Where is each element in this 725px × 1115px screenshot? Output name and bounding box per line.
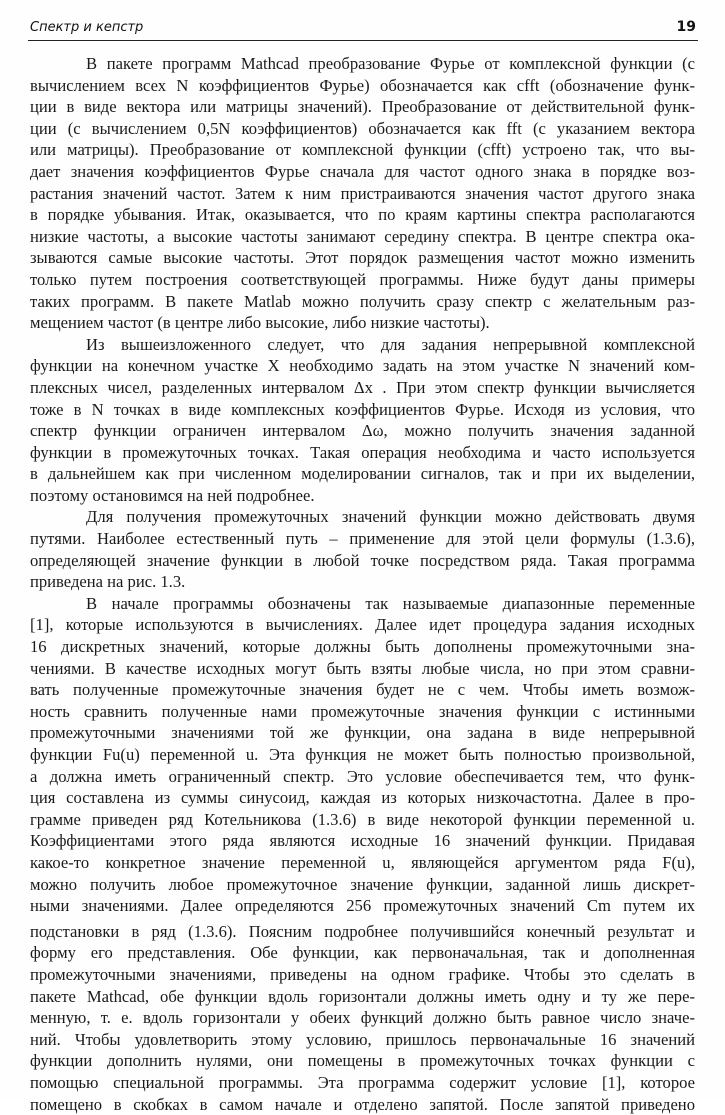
text-line: в порядке убывания. Итак, оказывается, что по краям картины спектра располагаются — [30, 204, 695, 226]
text-line: Коэффициентами этого ряда являются исходные 16 значений функции. Придавая — [30, 830, 695, 852]
paragraph-3 — [30, 506, 695, 592]
text-line: ность сравнить полученные нами промежуточные значения функции с истинными — [30, 701, 695, 723]
text-line: определяющей значение функции в любой точке посредством ряда. Такая программа — [30, 550, 695, 572]
text-line: растания значений частот. Затем к ним пристраиваются значения частот другого знака — [30, 183, 695, 205]
text-line: Из вышеизложенного следует, что для задания непрерывной комплексной — [30, 334, 695, 356]
text-line: чениями. В качестве исходных могут быть взяты любые числа, но при этом сравни- — [30, 658, 695, 680]
text-line: можно получить любое промежуточное значение функции, заданной лишь дискрет- — [30, 874, 695, 896]
text-line: В пакете программ Mathcad преобразование Фурье от комплексной функции (с — [30, 53, 695, 75]
text-line: помещено в скобках в самом начале и отделено запятой. После запятой приведено — [30, 1094, 695, 1115]
text-line: Для получения промежуточных значений функции можно действовать двумя — [30, 506, 695, 528]
text-line: 16 дискретных значений, которые должны быть дополнены промежуточными зна- — [30, 636, 695, 658]
text-line: путями. Наиболее естественный путь – применение для этой цели формулы (1.3.6), — [30, 528, 695, 550]
text-line: функции на конечном участке X необходимо задать на этом участке N значений ком- — [30, 355, 695, 377]
running-header — [28, 18, 698, 41]
text-line: грамме приведен ряд Котельникова (1.3.6) в виде некоторой функции переменной u. — [30, 809, 695, 831]
text-line: поэтому остановимся на ней подробнее. — [30, 485, 695, 507]
page-number: 19 — [677, 19, 696, 35]
text-line: [1], которые используются в вычислениях. Далее идет процедура задания исходных — [30, 614, 695, 636]
text-line: приведена на рис. 1.3. — [30, 571, 695, 593]
text-line: функции Fu(u) переменной u. Эта функция не может быть полностью произвольной, — [30, 744, 695, 766]
text-line: плексных чисел, разделенных интервалом Δx . При этом спектр функции вычисляется — [30, 377, 695, 399]
body-text — [30, 53, 695, 1115]
text-line: зываются самые высокие частоты. Этот порядок размещения частот можно изменить — [30, 247, 695, 269]
text-line: тоже в N точках в виде комплексных коэффициентов Фурье. Исходя из условия, что — [30, 399, 695, 421]
text-line: или матрицы). Преобразование от комплексной функции (cfft) устроено так, что вы- — [30, 139, 695, 161]
text-line: функции дополнить нулями, они помещены в промежуточных точках функции с — [30, 1050, 695, 1072]
text-line: промежуточными значениями, приведены на одном графике. Чтобы это сделать в — [30, 964, 695, 986]
text-line: ции (с вычислением 0,5N коэффициентов) обозначается как fft (с указанием вектора — [30, 118, 695, 140]
paragraph-4 — [30, 593, 695, 1115]
text-line: помощью специальной программы. Эта программа содержит условие [1], которое — [30, 1072, 695, 1094]
text-line: менную, т. е. вдоль горизонтали у обеих функций должно быть равное число значе- — [30, 1007, 695, 1029]
text-line: подстановки в ряд (1.3.6). Поясним подробнее получившийся конечный результат и — [30, 921, 695, 943]
text-line: низкие частоты, а высокие частоты занимают середину спектра. В центре спектра ока- — [30, 226, 695, 248]
text-line: какое-то конкретное значение переменной u, являющейся аргументом ряда F(u), — [30, 852, 695, 874]
paragraph-2 — [30, 334, 695, 507]
text-line: ными значениями. Далее определяются 256 промежуточных значений Cm путем их — [30, 895, 695, 917]
text-line: ции в виде вектора или матрицы значений). Преобразование от действительной функ- — [30, 96, 695, 118]
text-line: таких программ. В пакете Matlab можно получить сразу спектр с желательным раз- — [30, 291, 695, 313]
text-line: промежуточными значениями той же функции, она задана в виде непрерывной — [30, 722, 695, 744]
text-line: ний. Чтобы удовлетворить этому условию, пришлось первоначальные 16 значений — [30, 1029, 695, 1051]
text-line: форму его представления. Обе функции, как первоначальная, так и дополненная — [30, 942, 695, 964]
text-line: ция составлена из суммы синусоид, каждая из которых низкочастотна. Далее в про- — [30, 787, 695, 809]
text-line: пакете Mathcad, обе функции вдоль горизонтали должны иметь одну и ту же пере- — [30, 986, 695, 1008]
text-line: В начале программы обозначены так называемые диапазонные переменные — [30, 593, 695, 615]
text-line: функции в промежуточных точках. Такая операция необходима и часто используется — [30, 442, 695, 464]
text-line: спектр функции ограничен интервалом Δω, можно получить значения заданной — [30, 420, 695, 442]
text-line: только путем построения соответствующей программы. Ниже будут даны примеры — [30, 269, 695, 291]
text-line: мещением частот (в центре либо высокие, либо низкие частоты). — [30, 312, 695, 334]
text-line: вычислением всех N коэффициентов Фурье) обозначается как cfft (обозначение функ- — [30, 75, 695, 97]
paragraph-1 — [30, 53, 695, 334]
text-line: вать полученные промежуточные значения будет не с чем. Чтобы иметь возмож- — [30, 679, 695, 701]
text-line: а должна иметь ограниченный спектр. Это условие обеспечивается тем, что функ- — [30, 766, 695, 788]
text-line: в дальнейшем как при численном моделировании сигналов, так и при их выделении, — [30, 463, 695, 485]
chapter-title: Спектр и кепстр — [30, 20, 143, 35]
text-line: дает значения коэффициентов Фурье сначала для частот одного знака в порядке воз- — [30, 161, 695, 183]
